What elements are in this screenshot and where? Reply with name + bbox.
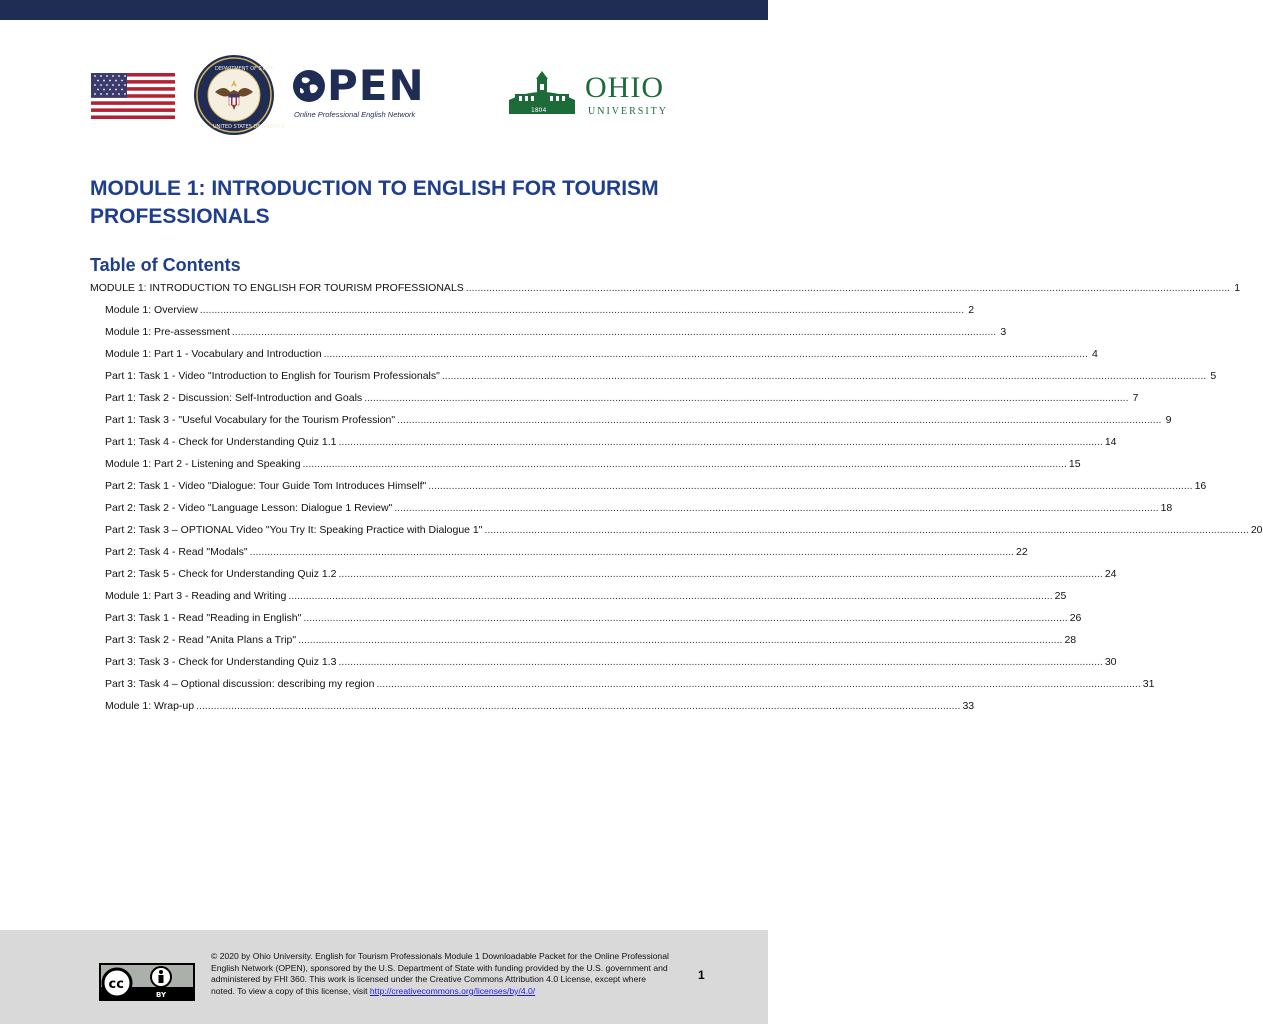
toc-entry-title: Part 2: Task 2 - Video "Language Lesson: Dialogue 1 Review" [105, 502, 393, 514]
toc-entry-page: 4 [1092, 348, 1098, 360]
toc-entry-page: 3 [1000, 326, 1007, 338]
toc-entry[interactable] [90, 326, 1007, 348]
toc-entry-page: 1 [1234, 282, 1241, 294]
svg-text:cc: cc [108, 977, 124, 992]
svg-text:UNITED STATES OF AMERICA: UNITED STATES OF AMERICA [213, 124, 285, 130]
toc-entry-page: 20 [1250, 524, 1263, 536]
toc-entry[interactable] [90, 392, 1139, 414]
toc-entry-page: 7 [1132, 392, 1139, 404]
ohio-logo-word: OHIO [585, 71, 664, 104]
toc-entry-page: 31 [1142, 678, 1155, 690]
toc-entry[interactable] [90, 678, 1155, 700]
open-logo-word: PEN [327, 61, 425, 110]
toc-dot-leader [298, 634, 1062, 646]
toc-entry[interactable] [90, 634, 1077, 656]
toc-entry-title: Module 1: Wrap-up [105, 700, 195, 712]
toc-entry-title: Part 1: Task 4 - Check for Understanding Quiz 1.1 [105, 436, 337, 448]
toc-dot-leader [250, 546, 1014, 558]
top-bar [0, 0, 768, 20]
toc-entry-title: Module 1: Overview [105, 304, 198, 316]
toc-dot-leader [196, 700, 960, 712]
toc-entry-title: Part 1: Task 2 - Discussion: Self-Introduction and Goals [105, 392, 363, 404]
toc-entry[interactable] [90, 524, 1263, 546]
cc-by-label: BY [156, 991, 167, 999]
toc-entry-page: 28 [1064, 634, 1077, 646]
toc-entry[interactable] [90, 348, 1098, 370]
toc-entry[interactable] [90, 282, 1241, 304]
toc-dot-leader [288, 590, 1052, 602]
toc-entry-page: 24 [1104, 568, 1117, 580]
open-logo-wordmark [293, 61, 425, 110]
toc-dot-leader [303, 612, 1067, 624]
toc-entry[interactable] [90, 458, 1081, 480]
ohio-university-logo [507, 70, 682, 118]
toc-entry-title: Part 2: Task 4 - Read "Modals" [105, 546, 248, 558]
toc-entry-title: Part 2: Task 1 - Video "Dialogue: Tour Guide Tom Introduces Himself" [105, 480, 427, 492]
toc-entry-page: 15 [1068, 458, 1081, 470]
toc-entry[interactable] [90, 546, 1028, 568]
svg-text:DEPARTMENT OF STATE: DEPARTMENT OF STATE [215, 66, 274, 72]
toc-entry-page: 16 [1194, 480, 1207, 492]
toc-entry-title: Module 1: Part 3 - Reading and Writing [105, 590, 287, 602]
toc-dot-leader [339, 568, 1103, 580]
toc-entry[interactable] [90, 590, 1067, 612]
toc-entry[interactable] [90, 304, 975, 326]
toc-entry[interactable] [90, 700, 975, 722]
toc-entry-page: 5 [1210, 370, 1217, 382]
toc-dot-leader [428, 480, 1192, 492]
toc-entry[interactable] [90, 612, 1082, 634]
toc-entry-title: Part 1: Task 3 - "Useful Vocabulary for the Tourism Profession" [105, 414, 396, 426]
toc-entry-page: 22 [1016, 546, 1028, 558]
toc-entry-page: 14 [1104, 436, 1117, 448]
copyright-notice [211, 951, 671, 997]
module-title: MODULE 1: INTRODUCTION TO ENGLISH FOR TOURISM PROFESSIONALS [90, 177, 659, 228]
toc-entry-title: MODULE 1: INTRODUCTION TO ENGLISH FOR TOURISM PROFESSIONALS [90, 282, 464, 294]
toc-entry[interactable] [90, 436, 1117, 458]
ohio-founded-year: 1804 [531, 107, 547, 114]
toc-dot-leader [466, 282, 1230, 294]
us-flag-icon [91, 73, 175, 119]
ohio-building-icon [507, 70, 577, 114]
toc-entry-title: Module 1: Part 1 - Vocabulary and Introduction [105, 348, 322, 360]
globe-icon [293, 70, 325, 102]
toc-dot-leader [232, 326, 996, 338]
toc-dot-leader [364, 392, 1128, 404]
open-logo [293, 61, 425, 124]
toc-dot-leader [339, 436, 1103, 448]
toc-dot-leader [200, 304, 964, 316]
license-link[interactable]: http://creativecommons.org/licenses/by/4.0/ [369, 985, 536, 996]
toc-dot-leader [484, 524, 1248, 536]
toc-entry-page: 26 [1069, 612, 1082, 624]
toc-entry[interactable] [90, 502, 1173, 524]
page-number: 1 [698, 968, 705, 982]
toc-dot-leader [376, 678, 1140, 690]
toc-entry-title: Part 3: Task 1 - Read "Reading in English" [105, 612, 302, 624]
department-of-state-seal-icon [193, 54, 285, 136]
open-logo-tagline: Online Professional English Network [294, 110, 416, 119]
toc-dot-leader [324, 348, 1088, 360]
toc-dot-leader [442, 370, 1206, 382]
toc-entry[interactable] [90, 480, 1207, 502]
ohio-logo-sub: UNIVERSITY [588, 106, 668, 117]
toc-entry-page: 9 [1165, 414, 1172, 426]
footer [0, 930, 768, 1024]
toc-entry-title: Module 1: Part 2 - Listening and Speaking [105, 458, 301, 470]
toc-entry-page: 2 [968, 304, 975, 316]
toc-dot-leader [397, 414, 1161, 426]
toc-entry-title: Part 2: Task 3 – OPTIONAL Video "You Try It: Speaking Practice with Dialogue 1" [105, 524, 483, 536]
toc-entry-page: 25 [1054, 590, 1067, 602]
toc-entry-page: 30 [1104, 656, 1117, 668]
toc-entry-title: Part 3: Task 2 - Read "Anita Plans a Trip" [105, 634, 297, 646]
toc-dot-leader [303, 458, 1067, 470]
toc-heading: Table of Contents [90, 255, 241, 275]
toc-entry-title: Module 1: Pre-assessment [105, 326, 230, 338]
toc-entry-title: Part 2: Task 5 - Check for Understanding Quiz 1.2 [105, 568, 337, 580]
toc-entry[interactable] [90, 370, 1217, 392]
toc-entry-title: Part 3: Task 4 – Optional discussion: describing my region [105, 678, 375, 690]
toc-entry[interactable] [90, 656, 1117, 678]
toc-dot-leader [394, 502, 1158, 514]
cc-by-license-badge[interactable] [99, 963, 195, 1001]
toc-entry-title: Part 3: Task 3 - Check for Understanding Quiz 1.3 [105, 656, 337, 668]
toc-entry-page: 33 [962, 700, 975, 712]
toc-entry[interactable] [90, 414, 1172, 436]
toc-entry-title: Part 1: Task 1 - Video "Introduction to English for Tourism Professionals" [105, 370, 440, 382]
toc-entry[interactable] [90, 568, 1117, 590]
toc-dot-leader [339, 656, 1103, 668]
table-of-contents [90, 282, 1263, 722]
copyright-text: © 2020 by Ohio University. English for Tourism Professionals Module 1 Downloadable Packet for the Online Professional English Network (OPEN), sponsored by the U.S. Department of State with funding provided by the U.S. government and administered by FHI 360. This work is licensed under the Creative Commons Attribution 4.0 License, except where noted. To view a copy of this license, visit [211, 951, 669, 996]
toc-entry-page: 18 [1160, 502, 1173, 514]
